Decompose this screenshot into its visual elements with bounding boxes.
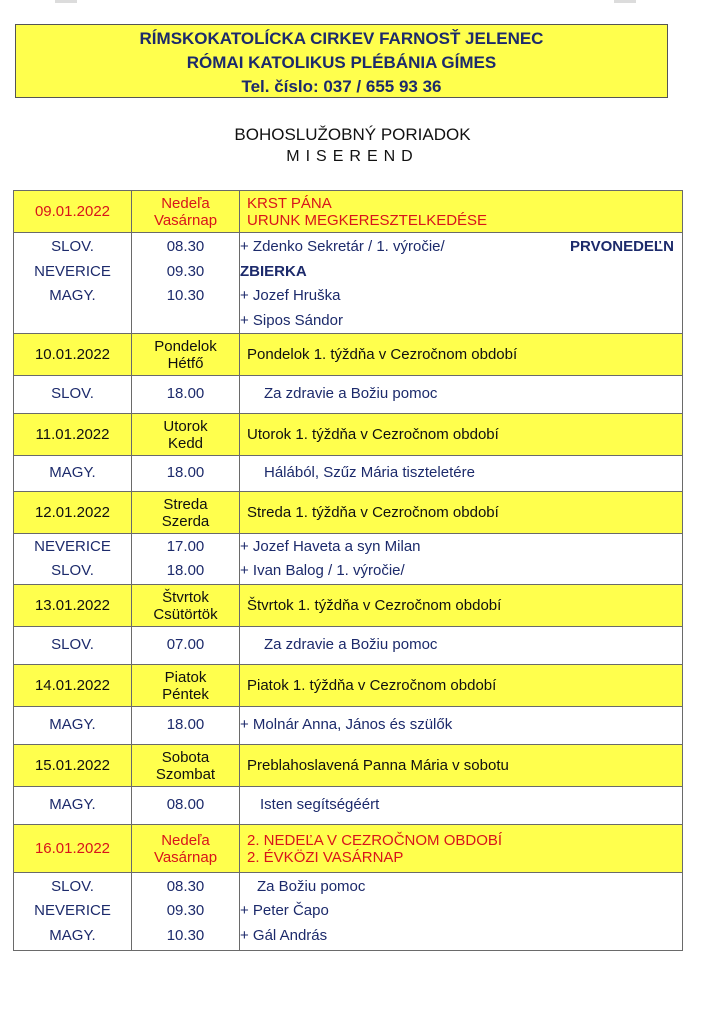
mass-language: NEVERICE (34, 537, 111, 555)
mass-language: MAGY. (49, 926, 96, 944)
mass-languages (14, 873, 132, 951)
mass-time: 08.00 (132, 787, 240, 825)
mass-languages (14, 233, 132, 334)
day-description-line-1: 2. NEDEĽA V CEZROČNOM OBDOBÍ (247, 831, 503, 849)
mass-language: SLOV. (14, 627, 132, 665)
mass-language: SLOV. (51, 562, 94, 579)
day-name-hu: Vasárnap (153, 848, 218, 866)
day-name-hu: Kedd (167, 434, 204, 452)
day-row (14, 585, 683, 627)
day-name (132, 334, 240, 376)
mass-intentions (240, 534, 683, 585)
mass-time: 07.00 (132, 627, 240, 665)
mass-time: 09.30 (166, 262, 205, 280)
mass-language: MAGY. (49, 287, 96, 304)
day-name (132, 414, 240, 456)
mass-row (14, 233, 683, 334)
day-name-sk: Štvrtok (162, 588, 209, 606)
day-description-line-2: URUNK MEGKERESZTELKEDÉSE (247, 211, 488, 229)
day-date: 15.01.2022 (14, 745, 132, 787)
mass-time: 18.00 (166, 562, 205, 579)
mass-intention: ZBIERKA (240, 262, 307, 280)
mass-intention: + Jozef Hruška (240, 287, 341, 304)
parish-header (15, 24, 668, 98)
day-description: Streda 1. týždňa v Cezročnom období (240, 492, 683, 534)
mass-intention: + Jozef Haveta a syn Milan (240, 537, 421, 555)
mass-languages (14, 534, 132, 585)
header-line-3: Tel. číslo: 037 / 655 93 36 (241, 77, 442, 96)
mass-time: 18.00 (132, 376, 240, 414)
day-row (14, 825, 683, 873)
mass-intention: Isten segítségéért (240, 787, 683, 825)
mass-row (14, 873, 683, 951)
day-name-sk: Nedeľa (161, 194, 210, 212)
header-line-2: RÓMAI KATOLIKUS PLÉBÁNIA GÍMES (186, 53, 497, 72)
mass-time: 08.30 (166, 877, 205, 895)
mass-language: NEVERICE (34, 262, 111, 280)
day-date: 10.01.2022 (14, 334, 132, 376)
day-description-line-1: KRST PÁNA (247, 194, 332, 212)
mass-language: SLOV. (14, 376, 132, 414)
day-name-hu: Szerda (161, 512, 210, 530)
day-name (132, 825, 240, 873)
day-description: Štvrtok 1. týždňa v Cezročnom období (240, 585, 683, 627)
header-line-1: RÍMSKOKATOLÍCKA CIRKEV FARNOSŤ JELENEC (139, 29, 544, 48)
mass-language: NEVERICE (34, 902, 111, 920)
day-name-hu: Csütörtök (153, 605, 218, 623)
mass-row (14, 456, 683, 492)
day-row (14, 414, 683, 456)
top-mark-right (614, 0, 636, 3)
day-name-hu: Vasárnap (153, 211, 218, 229)
mass-row (14, 376, 683, 414)
mass-times (132, 873, 240, 951)
day-description-line-2: 2. ÉVKÖZI VASÁRNAP (247, 848, 404, 866)
mass-intentions (240, 873, 683, 951)
day-row (14, 745, 683, 787)
day-row (14, 334, 683, 376)
mass-intention: + Zdenko Sekretár / 1. výročie/ (240, 238, 445, 255)
day-name-hu: Hétfő (167, 354, 204, 372)
day-name-sk: Nedeľa (161, 831, 210, 849)
mass-language: MAGY. (14, 456, 132, 492)
day-name-sk: Pondelok (154, 337, 217, 355)
mass-intention: + Gál András (240, 926, 328, 944)
day-name-sk: Piatok (164, 668, 207, 686)
page-title: BOHOSLUŽOBNÝ PORIADOK (234, 125, 471, 144)
day-description (240, 825, 683, 873)
day-description: Preblahoslavená Panna Mária v sobotu (240, 745, 683, 787)
day-name (132, 585, 240, 627)
day-description (240, 191, 683, 233)
day-name (132, 492, 240, 534)
mass-time: 08.30 (166, 238, 205, 255)
day-name (132, 745, 240, 787)
day-name-hu: Szombat (155, 765, 216, 783)
mass-intention: Za Božiu pomoc (257, 877, 366, 895)
mass-row (14, 534, 683, 585)
mass-language: MAGY. (14, 787, 132, 825)
day-date: 12.01.2022 (14, 492, 132, 534)
top-mark-left (55, 0, 77, 3)
mass-row (14, 707, 683, 745)
day-date: 14.01.2022 (14, 665, 132, 707)
mass-time: 18.00 (132, 456, 240, 492)
mass-language: SLOV. (51, 877, 94, 895)
mass-times (132, 233, 240, 334)
mass-time: 18.00 (132, 707, 240, 745)
day-name-sk: Sobota (161, 748, 210, 766)
mass-time: 10.30 (166, 926, 205, 944)
day-description: Piatok 1. týždňa v Cezročnom období (240, 665, 683, 707)
schedule-table (13, 190, 683, 951)
day-row (14, 665, 683, 707)
mass-language: MAGY. (14, 707, 132, 745)
first-sunday-note: PRVONEDEĽN (570, 238, 674, 255)
day-name-sk: Utorok (163, 417, 208, 435)
mass-times (132, 534, 240, 585)
day-description: Pondelok 1. týždňa v Cezročnom období (240, 334, 683, 376)
mass-intention: Za zdravie a Božiu pomoc (240, 627, 683, 665)
day-date: 13.01.2022 (14, 585, 132, 627)
mass-time: 17.00 (166, 537, 205, 555)
day-date: 11.01.2022 (14, 414, 132, 456)
mass-intention: Za zdravie a Božiu pomoc (240, 376, 683, 414)
mass-intention: + Molnár Anna, János és szülők (240, 707, 683, 745)
mass-intentions (240, 233, 683, 334)
day-description: Utorok 1. týždňa v Cezročnom období (240, 414, 683, 456)
day-date: 16.01.2022 (14, 825, 132, 873)
mass-time: 10.30 (166, 287, 205, 304)
mass-row (14, 787, 683, 825)
day-date: 09.01.2022 (14, 191, 132, 233)
mass-intention-line (240, 235, 682, 260)
mass-intention: + Sipos Sándor (240, 311, 343, 329)
day-row (14, 191, 683, 233)
day-name (132, 665, 240, 707)
page-subtitle: MISEREND (286, 148, 419, 165)
mass-language: SLOV. (51, 238, 94, 255)
day-name-sk: Streda (163, 495, 208, 513)
day-row (14, 492, 683, 534)
mass-intention: + Ivan Balog / 1. výročie/ (240, 562, 405, 579)
mass-row (14, 627, 683, 665)
day-name (132, 191, 240, 233)
mass-intention: Hálából, Szűz Mária tiszteletére (240, 456, 683, 492)
mass-time: 09.30 (166, 902, 205, 920)
mass-intention: + Peter Čapo (240, 902, 329, 920)
day-name-hu: Péntek (162, 685, 209, 703)
